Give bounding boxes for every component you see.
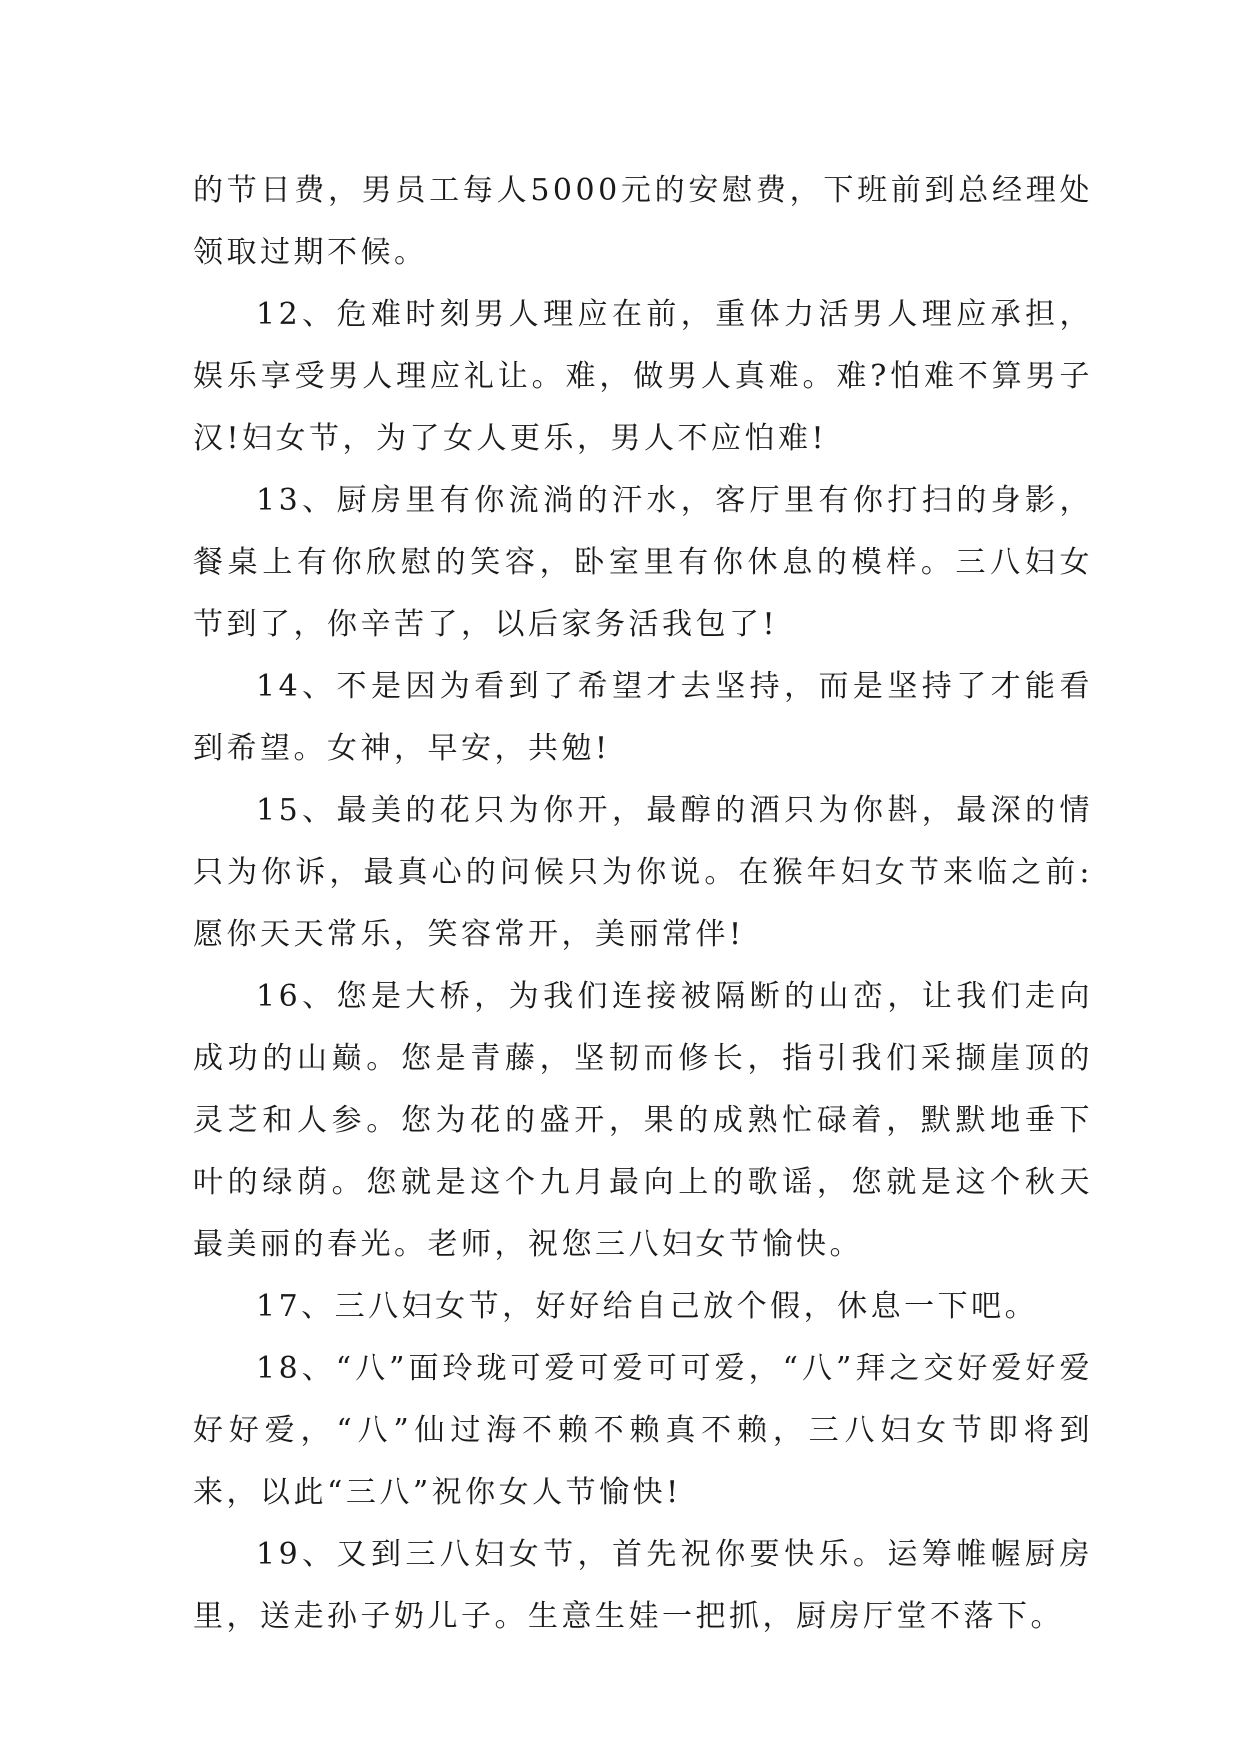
paragraph-15: 15、最美的花只为你开，最醇的酒只为你斟，最深的情只为你诉，最真心的问候只为你说。在猴年妇女节来临之前:愿你天天常乐，笑容常开，美丽常伴!	[193, 793, 1093, 952]
paragraph-18: 18、“八”面玲珑可爱可爱可可爱，“八”拜之交好爱好爱好好爱，“八”仙过海不赖不赖真不赖，三八妇女节即将到来，以此“三八”祝你女人节愉快!	[193, 1351, 1093, 1510]
paragraph-17: 17、三八妇女节，好好给自己放个假，休息一下吧。	[256, 1289, 1039, 1324]
paragraph-continuation: 的节日费，男员工每人5000元的安慰费，下班前到总经理处领取过期不候。	[193, 173, 1093, 270]
paragraph-12: 12、危难时刻男人理应在前，重体力活男人理应承担，娱乐享受男人理应礼让。难，做男人真难。难?怕难不算男子汉!妇女节，为了女人更乐，男人不应怕难!	[193, 297, 1093, 456]
paragraph-16: 16、您是大桥，为我们连接被隔断的山峦，让我们走向成功的山巅。您是青藤，坚韧而修长，指引我们采撷崖顶的灵芝和人参。您为花的盛开，果的成熟忙碌着，默默地垂下叶的绿荫。您就是这个九月最向上的歌谣，您就是这个秋天最美丽的春光。老师，祝您三八妇女节愉快。	[193, 979, 1093, 1262]
paragraph-19: 19、又到三八妇女节，首先祝你要快乐。运筹帷幄厨房里，送走孙子奶儿子。生意生娃一把抓，厨房厅堂不落下。	[193, 1537, 1093, 1634]
paragraph-14: 14、不是因为看到了希望才去坚持，而是坚持了才能看到希望。女神，早安，共勉!	[193, 669, 1093, 766]
document-body	[193, 160, 1093, 1648]
paragraph-13: 13、厨房里有你流淌的汗水，客厅里有你打扫的身影，餐桌上有你欣慰的笑容，卧室里有你休息的模样。三八妇女节到了，你辛苦了，以后家务活我包了!	[193, 483, 1093, 642]
